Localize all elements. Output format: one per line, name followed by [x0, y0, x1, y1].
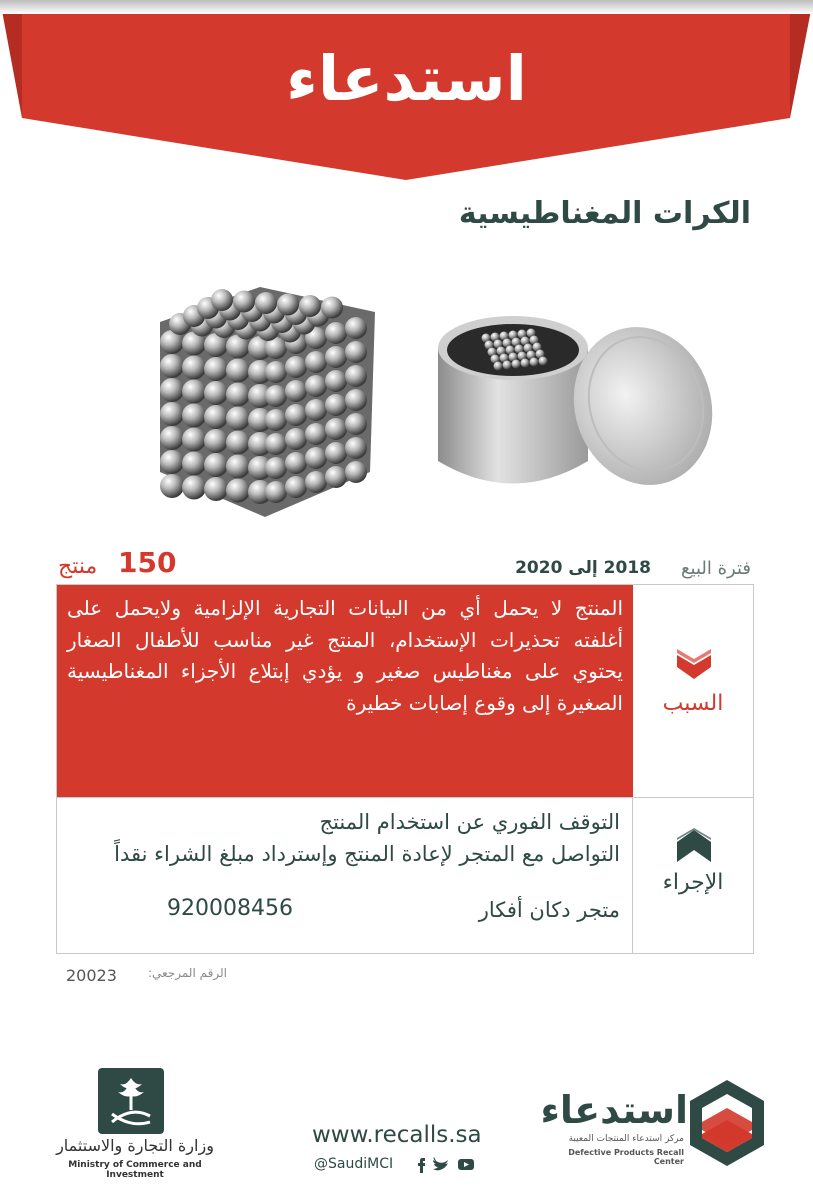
- action-line-contact-store: التواصل مع المتجر لإعادة المنتج وإسترداد مبلغ الشراء نقداً: [114, 842, 620, 866]
- reason-side: [633, 585, 753, 797]
- ministry-name-arabic: وزارة التجارة والاستثمار: [56, 1136, 214, 1155]
- chevron-down-icon: [677, 649, 711, 679]
- twitter-icon[interactable]: [433, 1157, 448, 1170]
- facebook-icon[interactable]: [418, 1158, 425, 1173]
- store-phone: 920008456: [167, 896, 293, 921]
- top-shadow: [0, 0, 813, 14]
- recall-center-logo-text: استدعاء: [540, 1088, 688, 1132]
- reference-label: الرقم المرجعي:: [148, 966, 227, 980]
- reason-text-panel: [57, 585, 633, 797]
- reference-number: 20023: [66, 966, 117, 985]
- youtube-icon[interactable]: [458, 1159, 474, 1170]
- sale-period-value: 2018 إلى 2020: [515, 558, 651, 578]
- sale-period-label: فترة البيع: [680, 558, 751, 579]
- action-line-stop-use: التوقف الفوري عن استخدام المنتج: [319, 810, 620, 834]
- ministry-name-english: Ministry of Commerce and Investment: [68, 1160, 202, 1180]
- reason-label: السبب: [662, 691, 724, 716]
- reason-section: [56, 584, 754, 798]
- banner-title: استدعاء: [286, 42, 527, 115]
- recall-center-name-arabic: مركز استدعاء المنتجات المعيبة: [568, 1134, 684, 1144]
- magnetic-balls-cube-image: [140, 272, 390, 522]
- website-link[interactable]: www.recalls.sa: [312, 1122, 482, 1148]
- recall-center-name-english: Defective Products Recall Center: [568, 1148, 684, 1166]
- product-count: 150: [118, 546, 177, 579]
- saudi-emblem-logo: [98, 1068, 164, 1134]
- product-title: الكرات المغناطيسية: [458, 196, 751, 231]
- chevron-up-icon: [677, 828, 711, 862]
- social-handle[interactable]: @SaudiMCI: [314, 1156, 394, 1172]
- social-icons: [414, 1155, 484, 1173]
- magnet-tin-image: [428, 296, 718, 506]
- action-section: [56, 798, 754, 954]
- reason-text: المنتج لا يحمل أي من البيانات التجارية الإلزامية ولايحمل على أغلفته تحذيرات الإستخدام، المنتج غير مناسب للأطفال الصغار يحتوي على مغناطيس صغير و يؤدي إبتلاع الأجزاء المغناطيسية الصغيرة إلى وقوع إصابات خطيرة: [67, 596, 623, 715]
- recall-center-logo-icon: [690, 1080, 764, 1166]
- product-count-unit: منتج: [58, 554, 98, 579]
- action-side: [633, 798, 753, 953]
- action-label: الإجراء: [662, 870, 724, 895]
- action-text-panel: [57, 798, 633, 953]
- store-name: متجر دكان أفكار: [478, 898, 620, 922]
